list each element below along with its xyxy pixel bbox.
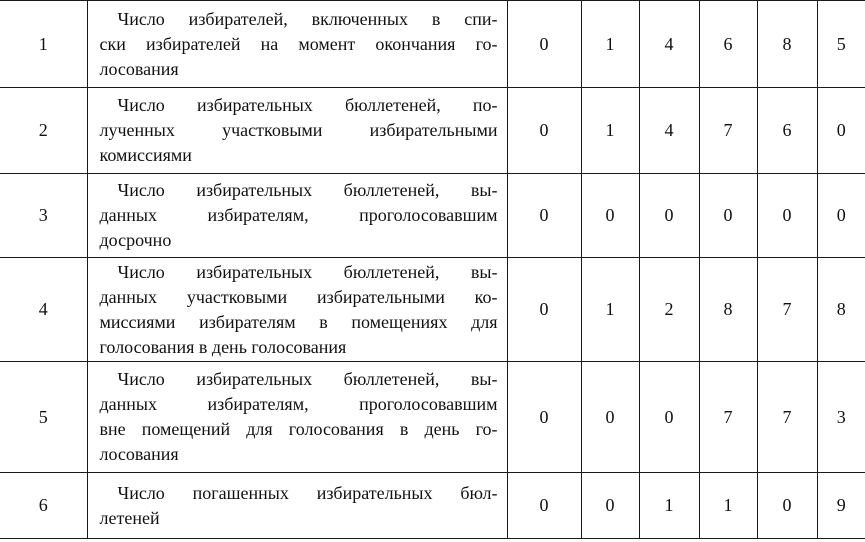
digit-cell: 1 <box>581 258 639 362</box>
row-number: 4 <box>0 258 87 362</box>
digit-cell: 8 <box>817 258 865 362</box>
digit-cell: 0 <box>757 174 817 258</box>
row-description <box>87 258 507 362</box>
digit-cell: 0 <box>699 174 757 258</box>
digit-cell: 1 <box>581 1 639 88</box>
row-description <box>87 362 507 473</box>
digit-cell: 4 <box>639 1 699 88</box>
digit-cell: 1 <box>699 473 757 539</box>
description-line: лосования <box>99 444 179 464</box>
digit-cell: 1 <box>639 473 699 539</box>
digit-cell: 6 <box>757 88 817 174</box>
table-row <box>0 258 865 362</box>
digit-cell: 0 <box>581 473 639 539</box>
description-line: голосования в день голосования <box>99 336 347 357</box>
digit-cell: 0 <box>507 88 581 174</box>
digit-cell: 9 <box>817 473 865 539</box>
digit-cell: 7 <box>699 362 757 473</box>
description-line: комиссиями <box>99 145 192 165</box>
digit-cell: 2 <box>639 258 699 362</box>
description-line: Число избирательных бюллетеней, вы- <box>117 261 498 282</box>
digit-cell: 7 <box>757 362 817 473</box>
description-line: Число избирательных бюллетеней, по- <box>117 95 498 115</box>
table-body <box>0 1 865 539</box>
digit-cell: 5 <box>817 1 865 88</box>
row-number: 3 <box>0 174 87 258</box>
description-line: Число избирательных бюллетеней, вы- <box>117 180 498 200</box>
digit-cell: 0 <box>507 258 581 362</box>
table-row <box>0 174 865 258</box>
row-description <box>87 88 507 174</box>
digit-cell: 0 <box>507 1 581 88</box>
digit-cell: 7 <box>699 88 757 174</box>
digit-cell: 0 <box>639 362 699 473</box>
digit-cell: 6 <box>699 1 757 88</box>
digit-cell: 3 <box>817 362 865 473</box>
description-line: лученных участковыми избирательными <box>99 120 498 140</box>
description-line: Число избирательных бюллетеней, вы- <box>117 369 498 389</box>
digit-cell: 0 <box>507 174 581 258</box>
row-description <box>87 1 507 88</box>
table-row <box>0 473 865 539</box>
description-line: лосования <box>99 58 179 79</box>
digit-cell: 0 <box>817 88 865 174</box>
digit-cell: 0 <box>817 174 865 258</box>
table-row <box>0 88 865 174</box>
digit-cell: 1 <box>581 88 639 174</box>
digit-cell: 0 <box>757 473 817 539</box>
description-line: вне помещений для голосования в день го- <box>99 419 498 439</box>
digit-cell: 7 <box>757 258 817 362</box>
description-line: досрочно <box>99 230 172 250</box>
digit-cell: 0 <box>581 174 639 258</box>
table-row <box>0 362 865 473</box>
description-line: данных избирателям, проголосовавшим <box>99 205 498 225</box>
description-line: данных избирателям, проголосовавшим <box>99 394 498 414</box>
row-description <box>87 174 507 258</box>
row-number: 1 <box>0 1 87 88</box>
description-line: Число избирателей, включенных в спи- <box>117 8 498 29</box>
row-number: 6 <box>0 473 87 539</box>
digit-cell: 4 <box>639 88 699 174</box>
description-line: данных участковыми избирательными ко- <box>99 286 498 307</box>
description-line: ски избирателей на момент окончания го- <box>99 33 498 54</box>
row-number: 5 <box>0 362 87 473</box>
table-row <box>0 1 865 88</box>
digit-cell: 8 <box>699 258 757 362</box>
digit-cell: 0 <box>507 362 581 473</box>
row-number: 2 <box>0 88 87 174</box>
digit-cell: 0 <box>507 473 581 539</box>
digit-cell: 0 <box>639 174 699 258</box>
description-line: Число погашенных избирательных бюл- <box>117 482 498 503</box>
description-line: летеней <box>99 507 160 528</box>
digit-cell: 8 <box>757 1 817 88</box>
description-line: миссиями избирателям в помещениях для <box>99 311 498 332</box>
row-description <box>87 473 507 539</box>
digit-cell: 0 <box>581 362 639 473</box>
